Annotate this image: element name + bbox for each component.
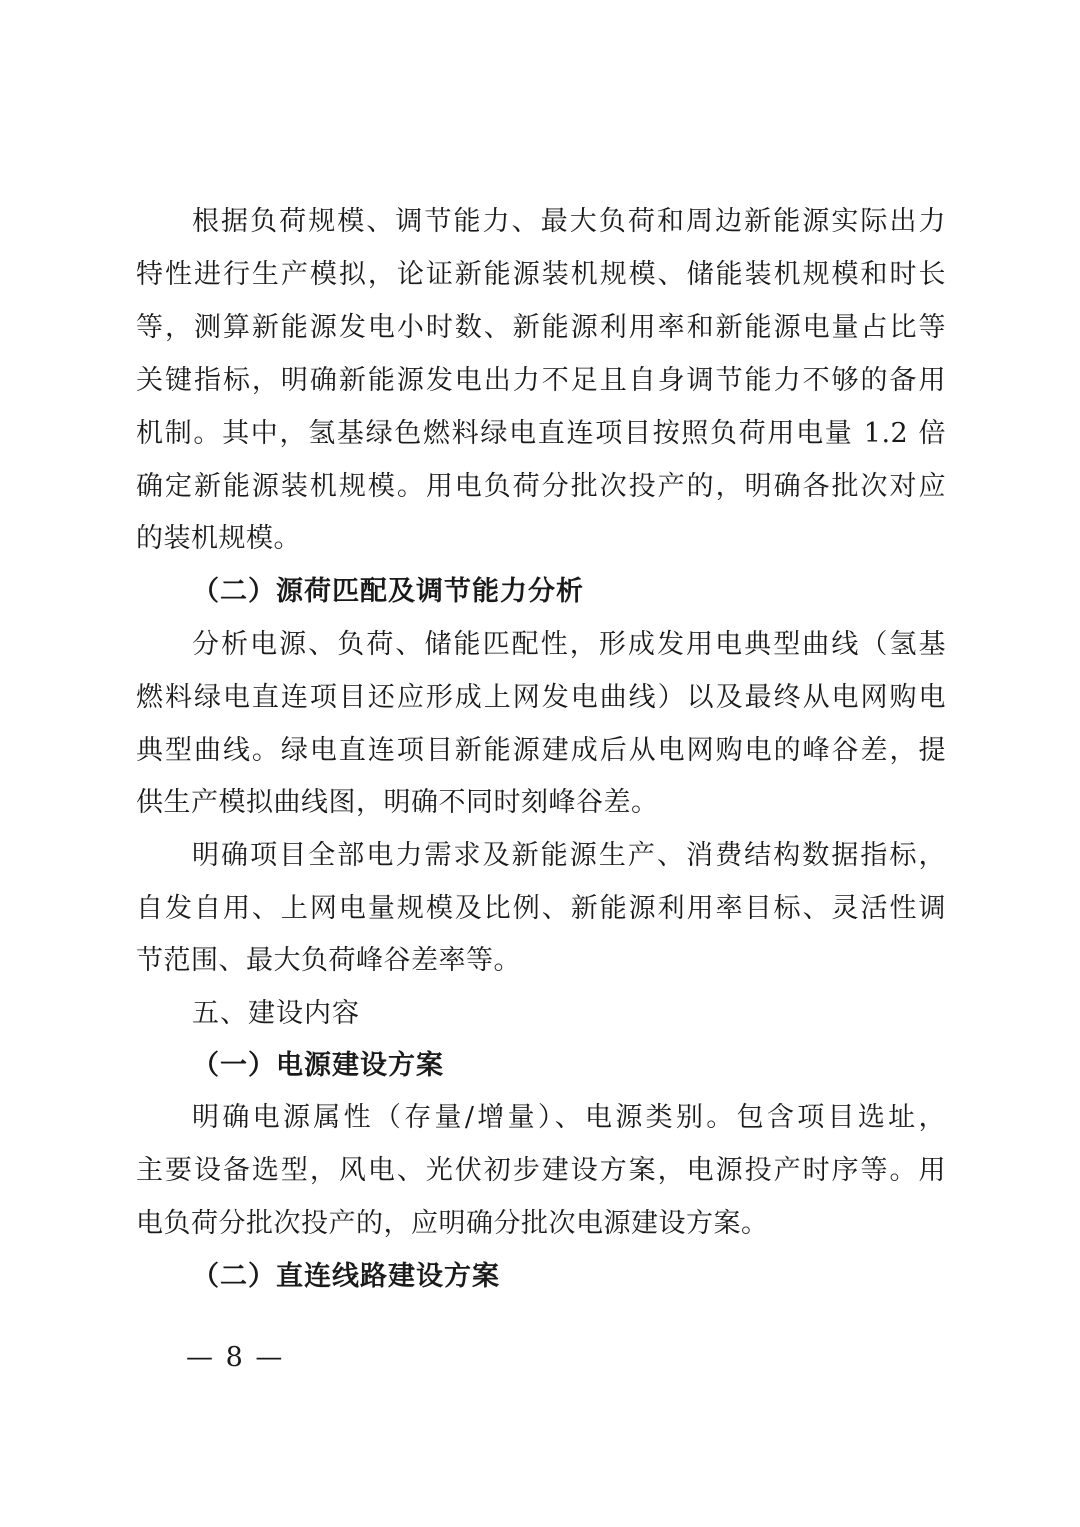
paragraph-line: 主要设备选型，风电、光伏初步建设方案，电源投产时序等。用 — [136, 1155, 946, 1186]
paragraph-line: 节范围、最大负荷峰谷差率等。 — [136, 945, 521, 976]
paragraph-line: 供生产模拟曲线图，明确不同时刻峰谷差。 — [136, 787, 659, 818]
section-heading: （二）源荷匹配及调节能力分析 — [192, 576, 584, 607]
chapter-heading: 五、建设内容 — [192, 998, 360, 1029]
paragraph-line: 自发自用、上网电量规模及比例、新能源利用率目标、灵活性调 — [136, 893, 946, 924]
paragraph-line: 的装机规模。 — [136, 523, 301, 554]
paragraph-line: 电负荷分批次投产的，应明确分批次电源建设方案。 — [136, 1208, 769, 1239]
section-heading: （一）电源建设方案 — [192, 1050, 444, 1081]
paragraph-line: 分析电源、负荷、储能匹配性，形成发用电典型曲线（氢基 — [192, 629, 946, 660]
paragraph-line: 根据负荷规模、调节能力、最大负荷和周边新能源实际出力 — [192, 206, 946, 237]
section-heading: （二）直连线路建设方案 — [192, 1261, 500, 1292]
paragraph-line: 确定新能源装机规模。用电负荷分批次投产的，明确各批次对应 — [136, 471, 946, 502]
paragraph-line: 关键指标，明确新能源发电出力不足且自身调节能力不够的备用 — [136, 365, 946, 396]
paragraph-line: 燃料绿电直连项目还应形成上网发电曲线）以及最终从电网购电 — [136, 682, 946, 713]
paragraph-line: 明确项目全部电力需求及新能源生产、消费结构数据指标， — [192, 840, 946, 871]
paragraph-line: 等，测算新能源发电小时数、新能源利用率和新能源电量占比等 — [136, 312, 946, 343]
page-number: — 8 — — [186, 1342, 285, 1373]
paragraph-line: 机制。其中，氢基绿色燃料绿电直连项目按照负荷用电量 1.2 倍 — [136, 418, 946, 449]
paragraph-line: 明确电源属性（存量/增量）、电源类别。包含项目选址， — [192, 1102, 946, 1133]
paragraph-line: 典型曲线。绿电直连项目新能源建成后从电网购电的峰谷差，提 — [136, 735, 946, 766]
paragraph-line: 特性进行生产模拟，论证新能源装机规模、储能装机规模和时长 — [136, 259, 946, 290]
